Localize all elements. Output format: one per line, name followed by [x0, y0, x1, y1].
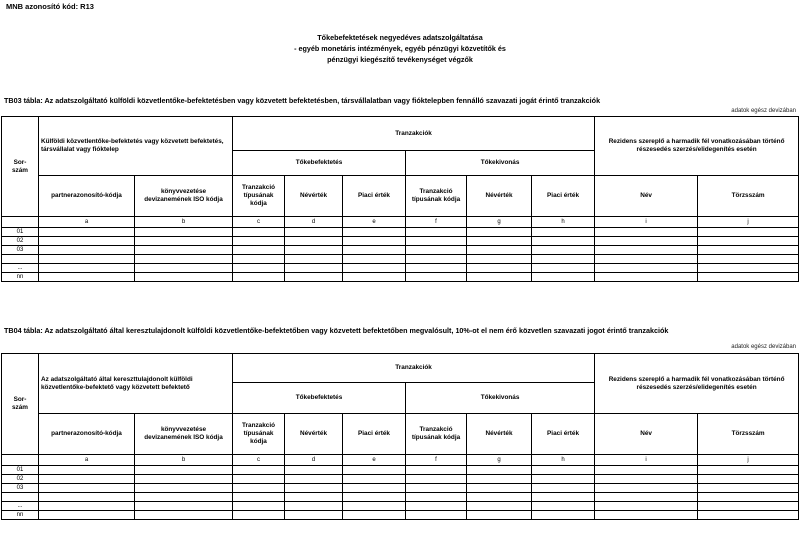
column-header: Tranzakció típusának kódja [406, 176, 467, 217]
data-cell[interactable] [595, 493, 698, 502]
column-header: könyvvezetése devizanemének ISO kódja [135, 414, 233, 455]
data-cell[interactable] [233, 511, 285, 520]
data-cell[interactable] [39, 466, 135, 475]
data-cell[interactable] [285, 255, 343, 264]
letter-cell: g [467, 455, 532, 466]
data-cell[interactable] [343, 228, 406, 237]
data-cell[interactable] [39, 273, 135, 282]
letter-cell: h [532, 217, 595, 228]
data-cell[interactable] [233, 493, 285, 502]
data-cell[interactable] [595, 273, 698, 282]
data-cell[interactable] [285, 264, 343, 273]
data-cell[interactable] [285, 228, 343, 237]
letter-cell: c [233, 217, 285, 228]
data-cell[interactable] [343, 273, 406, 282]
data-cell[interactable] [233, 237, 285, 246]
column-header: Névérték [285, 414, 343, 455]
data-cell[interactable] [343, 502, 406, 511]
data-cell[interactable] [532, 466, 595, 475]
data-cell[interactable] [406, 237, 467, 246]
data-cell[interactable] [406, 484, 467, 493]
group-left-header: Külföldi közvetlentőke-befektetés vagy közvetett befektetés, társvállalat vagy fióktelep [39, 117, 233, 176]
data-cell[interactable] [698, 493, 799, 502]
table-row [2, 246, 799, 255]
table-row [2, 237, 799, 246]
letter-cell: g [467, 217, 532, 228]
data-cell[interactable] [39, 475, 135, 484]
data-cell[interactable] [343, 484, 406, 493]
data-cell[interactable] [698, 255, 799, 264]
data-cell[interactable] [233, 246, 285, 255]
title-line: - egyéb monetáris intézmények, egyéb pénzügyi közvetítők és [294, 44, 506, 53]
data-cell[interactable] [39, 493, 135, 502]
mnb-code: MNB azonosító kód: R13 [6, 2, 94, 11]
row-number: 03 [2, 484, 39, 493]
letter-cell [2, 455, 39, 466]
table-row [2, 264, 799, 273]
column-header: Piaci érték [343, 414, 406, 455]
data-cell[interactable] [595, 466, 698, 475]
data-cell[interactable] [595, 264, 698, 273]
data-cell[interactable] [233, 475, 285, 484]
data-cell[interactable] [595, 228, 698, 237]
column-header: partnerazonosító-kódja [39, 414, 135, 455]
column-header: Tranzakció típusának kódja [233, 176, 285, 217]
letter-cell: i [595, 217, 698, 228]
data-cell[interactable] [285, 511, 343, 520]
row-number [2, 493, 39, 502]
letter-cell: a [39, 217, 135, 228]
data-cell[interactable] [467, 255, 532, 264]
data-cell[interactable] [343, 511, 406, 520]
row-number: 02 [2, 237, 39, 246]
data-cell[interactable] [343, 264, 406, 273]
letter-cell: j [698, 217, 799, 228]
data-cell[interactable] [467, 237, 532, 246]
table-row [2, 273, 799, 282]
tranzakciok-header: Tranzakciók [233, 117, 595, 151]
sorszam-header: Sor- szám [2, 117, 39, 217]
data-cell[interactable] [39, 246, 135, 255]
table-row [2, 502, 799, 511]
data-cell[interactable] [406, 273, 467, 282]
data-cell[interactable] [532, 493, 595, 502]
tb04-table [1, 353, 799, 520]
row-number: 01 [2, 228, 39, 237]
data-cell[interactable] [467, 475, 532, 484]
data-cell[interactable] [135, 466, 233, 475]
table-row [2, 475, 799, 484]
letter-cell: d [285, 217, 343, 228]
tb03-table [1, 116, 799, 282]
data-cell[interactable] [406, 264, 467, 273]
data-cell[interactable] [532, 246, 595, 255]
letter-cell: e [343, 455, 406, 466]
data-cell[interactable] [39, 511, 135, 520]
data-cell[interactable] [406, 475, 467, 484]
letter-cell: b [135, 455, 233, 466]
data-cell[interactable] [343, 246, 406, 255]
table-row [2, 466, 799, 475]
data-cell[interactable] [285, 493, 343, 502]
data-cell[interactable] [406, 466, 467, 475]
title-line: Tőkebefektetések negyedéves adatszolgáltatása [317, 33, 483, 42]
data-cell[interactable] [595, 511, 698, 520]
data-cell[interactable] [467, 264, 532, 273]
row-number: 01 [2, 466, 39, 475]
data-cell[interactable] [532, 273, 595, 282]
data-cell[interactable] [135, 237, 233, 246]
letter-cell: b [135, 217, 233, 228]
row-number: 02 [2, 475, 39, 484]
data-cell[interactable] [135, 493, 233, 502]
column-header: partnerazonosító-kódja [39, 176, 135, 217]
data-cell[interactable] [39, 228, 135, 237]
letter-cell [2, 217, 39, 228]
data-cell[interactable] [233, 273, 285, 282]
column-header: Tranzakció típusának kódja [406, 414, 467, 455]
data-cell[interactable] [698, 511, 799, 520]
table-row [2, 255, 799, 264]
data-cell[interactable] [467, 466, 532, 475]
data-cell[interactable] [285, 484, 343, 493]
column-header: Név [595, 414, 698, 455]
data-cell[interactable] [39, 237, 135, 246]
data-cell[interactable] [406, 493, 467, 502]
data-cell[interactable] [532, 255, 595, 264]
data-cell[interactable] [233, 466, 285, 475]
data-cell[interactable] [698, 273, 799, 282]
column-header: Névérték [467, 414, 532, 455]
data-cell[interactable] [343, 466, 406, 475]
letter-cell: i [595, 455, 698, 466]
tb04-title: TB04 tábla: Az adatszolgáltató által keresztulajdonolt külföldi közvetlentőke-befektetőben vagy közvetett befektetőben megvalósult, 10%-ot el nem érő közvetlen szavazati jogot érintő tranzakciók [4, 326, 669, 335]
data-cell[interactable] [233, 255, 285, 264]
data-cell[interactable] [135, 255, 233, 264]
data-cell[interactable] [285, 237, 343, 246]
data-cell[interactable] [39, 264, 135, 273]
data-cell[interactable] [698, 484, 799, 493]
data-cell[interactable] [467, 502, 532, 511]
column-header: Névérték [285, 176, 343, 217]
data-cell[interactable] [467, 228, 532, 237]
table-row [2, 511, 799, 520]
data-cell[interactable] [698, 264, 799, 273]
data-cell[interactable] [595, 255, 698, 264]
title-line: pénzügyi kiegészítő tevékenységet végzők [327, 55, 473, 64]
letter-cell: f [406, 455, 467, 466]
data-cell[interactable] [406, 228, 467, 237]
data-cell[interactable] [532, 511, 595, 520]
letter-cell: a [39, 455, 135, 466]
data-cell[interactable] [467, 493, 532, 502]
data-cell[interactable] [698, 237, 799, 246]
data-cell[interactable] [532, 228, 595, 237]
data-cell[interactable] [698, 475, 799, 484]
data-cell[interactable] [595, 484, 698, 493]
tb03-unit: adatok egész devizában [731, 108, 796, 114]
column-header: Piaci érték [532, 176, 595, 217]
tokekivonas-header: Tőkekivonás [406, 383, 595, 414]
tb04-unit: adatok egész devizában [731, 344, 796, 350]
row-number: 03 [2, 246, 39, 255]
tokebefektetes-header: Tőkebefektetés [233, 151, 406, 176]
data-cell[interactable] [39, 502, 135, 511]
data-cell[interactable] [532, 502, 595, 511]
data-cell[interactable] [343, 255, 406, 264]
data-cell[interactable] [698, 502, 799, 511]
data-cell[interactable] [698, 228, 799, 237]
data-cell[interactable] [39, 255, 135, 264]
row-number [2, 255, 39, 264]
data-cell[interactable] [233, 484, 285, 493]
data-cell[interactable] [135, 273, 233, 282]
data-cell[interactable] [135, 228, 233, 237]
data-cell[interactable] [467, 246, 532, 255]
data-cell[interactable] [233, 264, 285, 273]
data-cell[interactable] [532, 237, 595, 246]
column-header: Névérték [467, 176, 532, 217]
data-cell[interactable] [532, 264, 595, 273]
table-row [2, 484, 799, 493]
data-cell[interactable] [285, 466, 343, 475]
data-cell[interactable] [532, 484, 595, 493]
row-number: ... [2, 264, 39, 273]
data-cell[interactable] [532, 475, 595, 484]
tokebefektetes-header: Tőkebefektetés [233, 383, 406, 414]
column-header: könyvvezetése devizanemének ISO kódja [135, 176, 233, 217]
data-cell[interactable] [595, 502, 698, 511]
data-cell[interactable] [595, 246, 698, 255]
data-cell[interactable] [285, 273, 343, 282]
data-cell[interactable] [698, 246, 799, 255]
letter-cell: c [233, 455, 285, 466]
letter-cell: f [406, 217, 467, 228]
sorszam-header: Sor- szám [2, 354, 39, 455]
data-cell[interactable] [343, 475, 406, 484]
data-cell[interactable] [135, 484, 233, 493]
row-number: nn [2, 511, 39, 520]
data-cell[interactable] [285, 246, 343, 255]
data-cell[interactable] [343, 493, 406, 502]
column-header: Piaci érték [343, 176, 406, 217]
data-cell[interactable] [595, 237, 698, 246]
data-cell[interactable] [135, 475, 233, 484]
data-cell[interactable] [135, 264, 233, 273]
data-cell[interactable] [406, 502, 467, 511]
table-row [2, 228, 799, 237]
data-cell[interactable] [406, 511, 467, 520]
data-cell[interactable] [135, 511, 233, 520]
letter-cell: j [698, 455, 799, 466]
data-cell[interactable] [39, 484, 135, 493]
rezidens-header: Rezidens szereplő a harmadik fél vonatkozásában történő részesedés szerzés/elidegenítés esetén [595, 117, 799, 176]
data-cell[interactable] [343, 237, 406, 246]
column-header: Név [595, 176, 698, 217]
letter-cell: d [285, 455, 343, 466]
data-cell[interactable] [406, 246, 467, 255]
data-cell[interactable] [285, 475, 343, 484]
data-cell[interactable] [467, 273, 532, 282]
data-cell[interactable] [467, 484, 532, 493]
document-title [200, 32, 600, 65]
table-row [2, 493, 799, 502]
rezidens-header: Rezidens szereplő a harmadik fél vonatkozásában történő részesedés szerzés/elidegenítés esetén [595, 354, 799, 414]
data-cell[interactable] [135, 246, 233, 255]
tb03-title: TB03 tábla: Az adatszolgáltató külföldi közvetlentőke-befektetésben vagy közvetett befektetésben, társvállalatban vagy fióktelepben fennálló szavazati jogát érintő tranzakciók [4, 96, 601, 105]
data-cell[interactable] [233, 228, 285, 237]
data-cell[interactable] [233, 502, 285, 511]
data-cell[interactable] [135, 502, 233, 511]
tokekivonas-header: Tőkekivonás [406, 151, 595, 176]
tranzakciok-header: Tranzakciók [233, 354, 595, 383]
data-cell[interactable] [467, 511, 532, 520]
data-cell[interactable] [406, 255, 467, 264]
group-left-header: Az adatszolgáltató által kereszttulajdonolt külföldi közvetlentőke-befektető vagy közvetett befektető [39, 354, 233, 414]
data-cell[interactable] [285, 502, 343, 511]
column-header: Piaci érték [532, 414, 595, 455]
data-cell[interactable] [595, 475, 698, 484]
row-number: ... [2, 502, 39, 511]
letter-cell: h [532, 455, 595, 466]
column-header: Törzsszám [698, 414, 799, 455]
column-header: Törzsszám [698, 176, 799, 217]
column-header: Tranzakció típusának kódja [233, 414, 285, 455]
row-number: nn [2, 273, 39, 282]
data-cell[interactable] [698, 466, 799, 475]
letter-cell: e [343, 217, 406, 228]
